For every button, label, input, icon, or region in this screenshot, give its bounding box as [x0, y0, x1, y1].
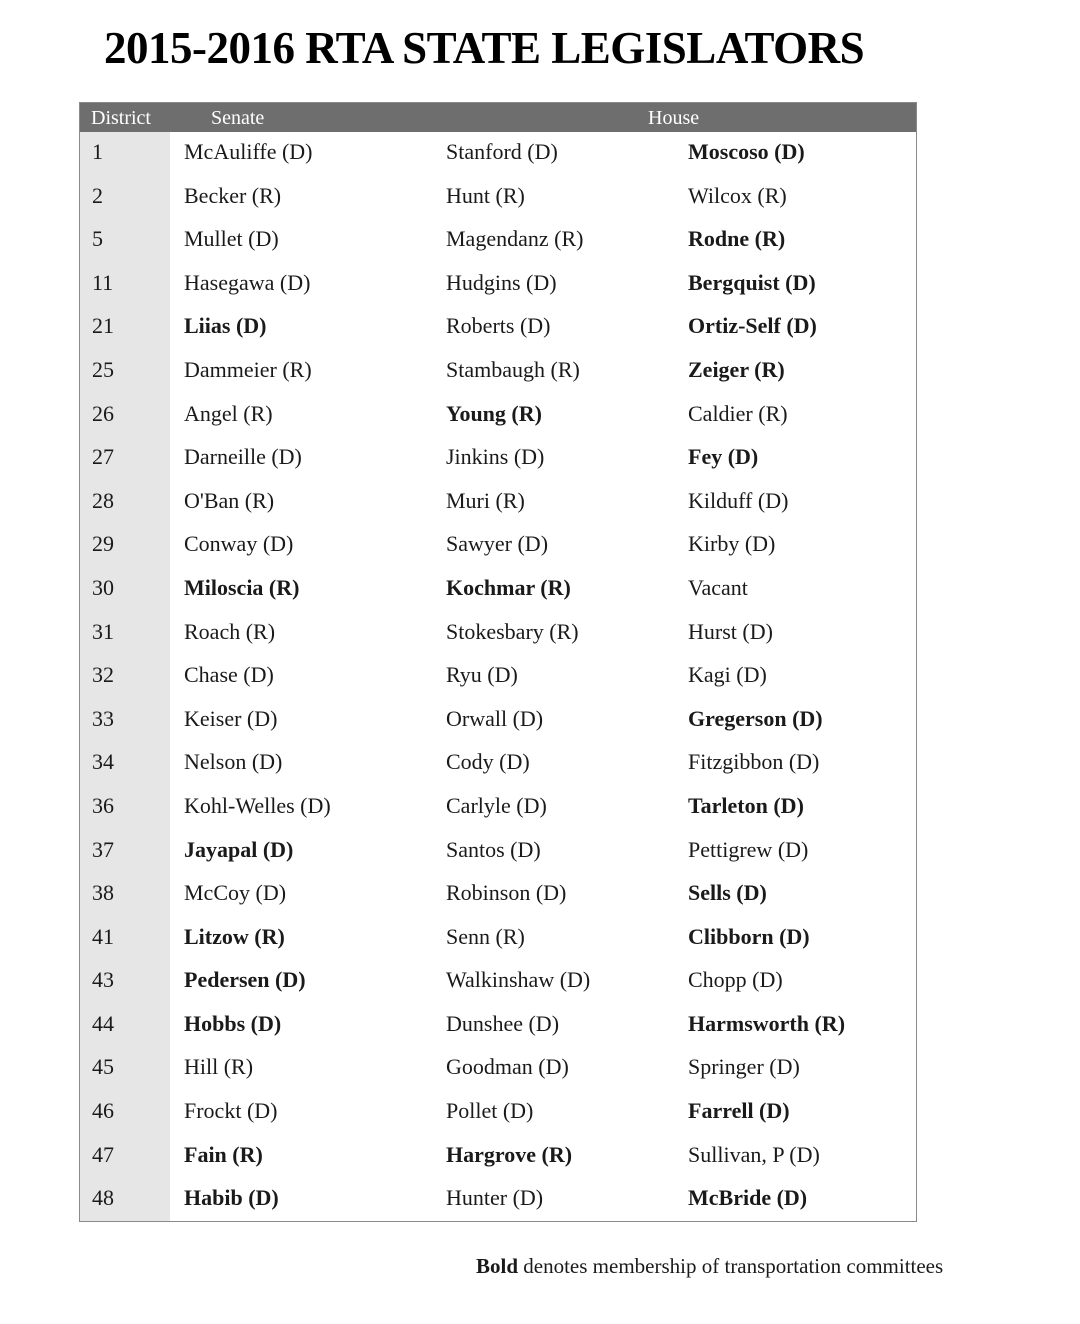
- senate-cell: Habib (D): [184, 1185, 279, 1211]
- table-row: [80, 830, 916, 874]
- house-cell-1: Kochmar (R): [446, 574, 571, 600]
- house-cell-1: Carlyle (D): [446, 792, 547, 818]
- house-cell-1: Goodman (D): [446, 1054, 569, 1080]
- district-cell: 32: [92, 662, 114, 688]
- district-cell: 33: [92, 705, 114, 731]
- table-row: [80, 568, 916, 612]
- house-cell-2: Fitzgibbon (D): [688, 749, 820, 775]
- district-cell: 1: [92, 139, 103, 164]
- senate-cell: Hobbs (D): [184, 1010, 282, 1036]
- house-cell-2: Rodne (R): [688, 226, 786, 252]
- house-cell-2: Clibborn (D): [688, 923, 810, 949]
- footnote-bold-word: Bold: [476, 1254, 519, 1278]
- house-cell-1: Stokesbary (R): [446, 618, 579, 644]
- house-cell-1: Muri (R): [446, 487, 525, 513]
- table-row: [80, 176, 916, 220]
- house-cell-2: Chopp (D): [688, 967, 783, 993]
- house-cell-2: Pettigrew (D): [688, 836, 809, 862]
- table-row: [80, 655, 916, 699]
- table-row: [80, 350, 916, 394]
- senate-cell: Fain (R): [184, 1141, 263, 1167]
- page-title: 2015-2016 RTA STATE LEGISLATORS: [104, 23, 865, 73]
- footnote: [476, 1254, 943, 1279]
- table-row: [80, 1178, 916, 1222]
- header-senate: Senate: [211, 107, 265, 129]
- house-cell-2: Bergquist (D): [688, 269, 816, 295]
- house-cell-2: Hurst (D): [688, 618, 773, 644]
- house-cell-1: Jinkins (D): [446, 444, 545, 470]
- senate-cell: Liias (D): [184, 313, 267, 339]
- legislators-table: [79, 102, 917, 1222]
- house-cell-1: Walkinshaw (D): [446, 967, 591, 993]
- senate-cell: McCoy (D): [184, 880, 287, 906]
- senate-cell: Kohl-Welles (D): [184, 792, 331, 818]
- house-cell-2: Vacant: [688, 574, 748, 600]
- table-row: [80, 699, 916, 743]
- house-cell-1: Young (R): [446, 400, 542, 426]
- district-cell: 48: [92, 1185, 114, 1211]
- house-cell-1: Dunshee (D): [446, 1010, 560, 1036]
- house-cell-1: Hunter (D): [446, 1185, 544, 1211]
- senate-cell: Hill (R): [184, 1054, 254, 1080]
- senate-cell: Hasegawa (D): [184, 269, 311, 295]
- senate-cell: Becker (R): [184, 182, 282, 208]
- district-cell: 11: [92, 269, 114, 295]
- header-district: District: [91, 107, 151, 129]
- house-cell-1: Stambaugh (R): [446, 356, 580, 382]
- senate-cell: Conway (D): [184, 531, 294, 557]
- table-row: [80, 1004, 916, 1048]
- table-row: [80, 612, 916, 656]
- table-row: [80, 524, 916, 568]
- house-cell-2: Sullivan, P (D): [688, 1141, 820, 1167]
- house-cell-1: Hunt (R): [446, 182, 525, 208]
- house-cell-1: Santos (D): [446, 836, 541, 862]
- house-cell-1: Sawyer (D): [446, 531, 549, 557]
- senate-cell: Frockt (D): [184, 1098, 278, 1124]
- district-cell: 47: [92, 1141, 114, 1167]
- table-row: [80, 742, 916, 786]
- senate-cell: Mullet (D): [184, 226, 279, 252]
- table-row: [80, 132, 916, 176]
- senate-cell: Pedersen (D): [184, 967, 306, 993]
- house-cell-2: Kirby (D): [688, 531, 776, 557]
- district-cell: 46: [92, 1098, 114, 1124]
- house-cell-1: Robinson (D): [446, 880, 567, 906]
- senate-cell: McAuliffe (D): [184, 139, 313, 164]
- table-row: [80, 219, 916, 263]
- district-cell: 21: [92, 313, 114, 339]
- house-cell-2: Kilduff (D): [688, 487, 789, 513]
- table-row: [80, 481, 916, 525]
- house-cell-1: Senn (R): [446, 923, 525, 949]
- district-cell: 31: [92, 618, 114, 644]
- house-cell-2: Harmsworth (R): [688, 1010, 846, 1036]
- table-row: [80, 1047, 916, 1091]
- senate-cell: Darneille (D): [184, 444, 302, 470]
- house-cell-1: Cody (D): [446, 749, 530, 775]
- house-cell-1: Ryu (D): [446, 662, 518, 688]
- house-cell-1: Hudgins (D): [446, 269, 557, 295]
- house-cell-1: Magendanz (R): [446, 226, 584, 252]
- table-row: [80, 1091, 916, 1135]
- header-house: House: [648, 107, 700, 129]
- house-cell-2: Farrell (D): [688, 1098, 790, 1124]
- district-cell: 44: [92, 1010, 114, 1036]
- house-cell-2: Caldier (R): [688, 400, 788, 426]
- house-cell-1: Hargrove (R): [446, 1141, 573, 1167]
- district-cell: 5: [92, 226, 103, 252]
- table-row: [80, 960, 916, 1004]
- district-cell: 25: [92, 356, 114, 382]
- district-cell: 43: [92, 967, 114, 993]
- table-body: [80, 132, 916, 1222]
- house-cell-2: Wilcox (R): [688, 182, 787, 208]
- senate-cell: O'Ban (R): [184, 487, 275, 513]
- house-cell-2: Gregerson (D): [688, 705, 823, 731]
- senate-cell: Angel (R): [184, 400, 273, 426]
- house-cell-2: Kagi (D): [688, 662, 767, 688]
- footnote-text: denotes membership of transportation committees: [518, 1254, 944, 1278]
- district-cell: 34: [92, 749, 114, 775]
- table-row: [80, 917, 916, 961]
- table-row: [80, 873, 916, 917]
- senate-cell: Chase (D): [184, 662, 274, 688]
- table-row: [80, 786, 916, 830]
- district-cell: 29: [92, 531, 114, 557]
- district-cell: 27: [92, 444, 114, 470]
- senate-cell: Dammeier (R): [184, 356, 312, 382]
- senate-cell: Miloscia (R): [184, 574, 300, 600]
- house-cell-2: Moscoso (D): [688, 139, 805, 164]
- senate-cell: Litzow (R): [184, 923, 285, 949]
- district-cell: 38: [92, 880, 114, 906]
- house-cell-2: Tarleton (D): [688, 792, 804, 818]
- table-row: [80, 437, 916, 481]
- senate-cell: Roach (R): [184, 618, 276, 644]
- district-cell: 37: [92, 836, 114, 862]
- district-cell: 45: [92, 1054, 114, 1080]
- senate-cell: Nelson (D): [184, 749, 283, 775]
- house-cell-1: Orwall (D): [446, 705, 544, 731]
- house-cell-2: Ortiz-Self (D): [688, 313, 817, 339]
- table-header: [80, 103, 916, 132]
- house-cell-2: Fey (D): [688, 444, 759, 470]
- table-row: [80, 263, 916, 307]
- district-cell: 36: [92, 792, 114, 818]
- district-cell: 28: [92, 487, 114, 513]
- senate-cell: Jayapal (D): [184, 836, 294, 862]
- house-cell-2: Sells (D): [688, 880, 767, 906]
- house-cell-1: Pollet (D): [446, 1098, 534, 1124]
- house-cell-1: Roberts (D): [446, 313, 551, 339]
- district-cell: 41: [92, 923, 114, 949]
- district-cell: 2: [92, 182, 103, 208]
- house-cell-2: McBride (D): [688, 1185, 808, 1211]
- table-row: [80, 1135, 916, 1179]
- district-cell: 26: [92, 400, 114, 426]
- house-cell-1: Stanford (D): [446, 139, 558, 164]
- table-row: [80, 394, 916, 438]
- house-cell-2: Springer (D): [688, 1054, 800, 1080]
- senate-cell: Keiser (D): [184, 705, 278, 731]
- district-cell: 30: [92, 574, 114, 600]
- house-cell-2: Zeiger (R): [688, 356, 785, 382]
- table-row: [80, 306, 916, 350]
